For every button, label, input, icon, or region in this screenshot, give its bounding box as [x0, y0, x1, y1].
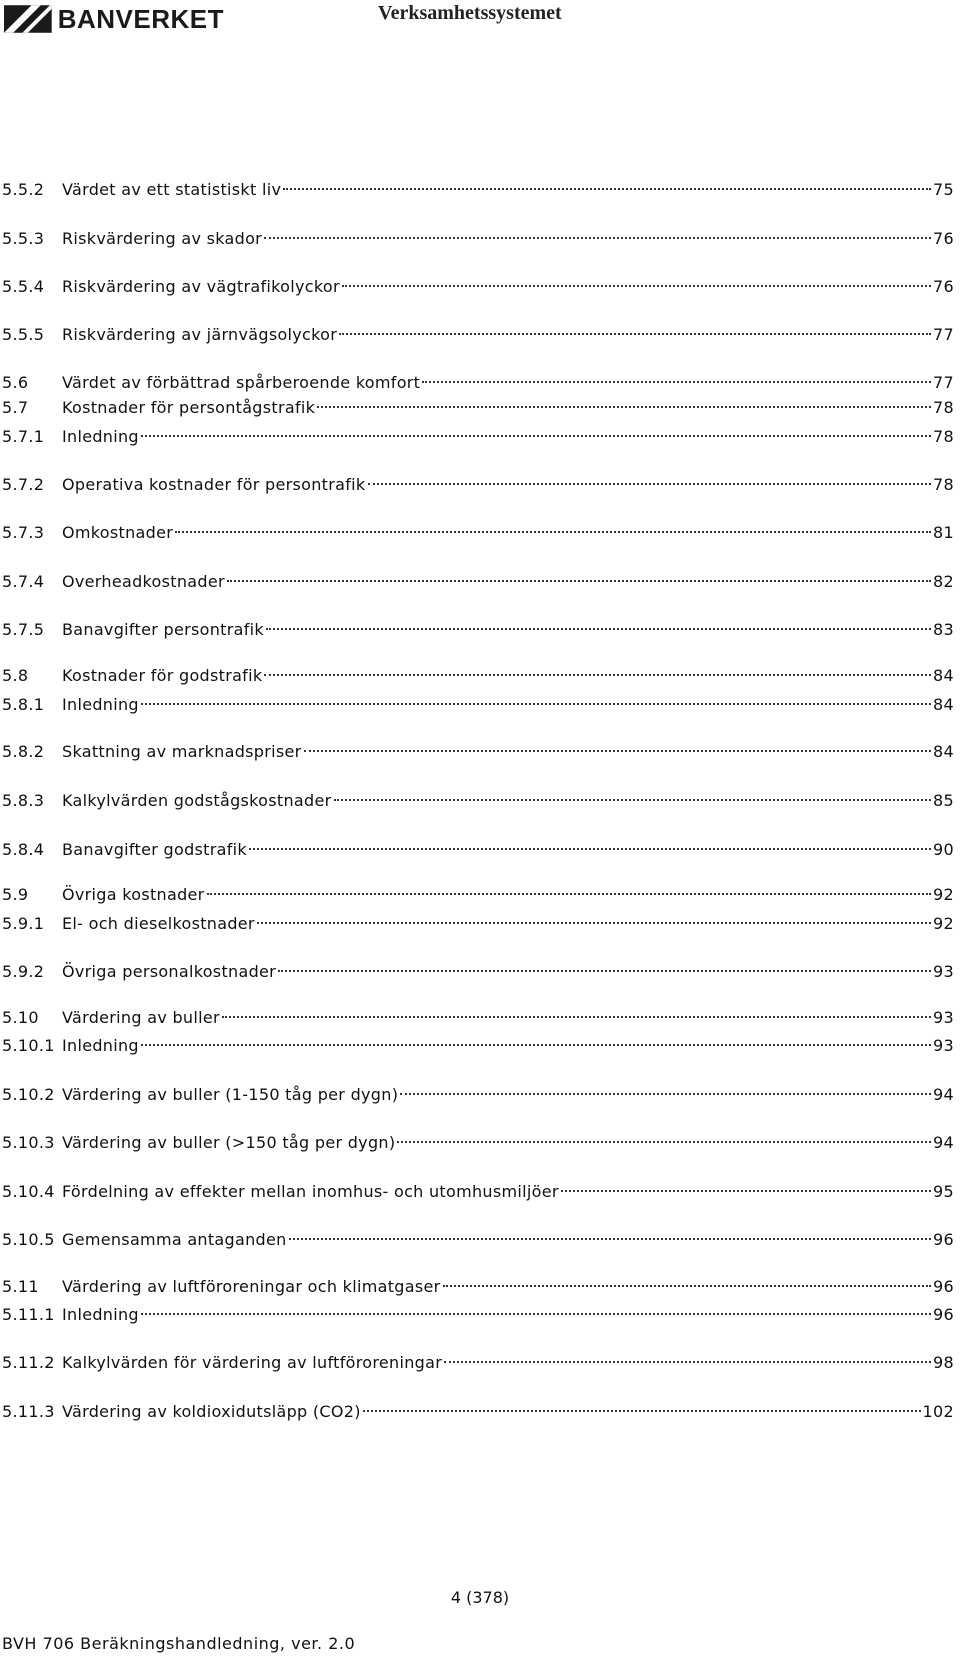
toc-dot-leader	[342, 285, 931, 287]
toc-entry-number: 5.11.3	[2, 1402, 55, 1421]
toc-entry-title: Gemensamma antaganden	[62, 1230, 287, 1249]
toc-dot-leader	[222, 1016, 931, 1018]
toc-entry-page: 93	[933, 962, 954, 981]
toc-entry-page: 92	[933, 885, 954, 904]
toc-entry-title: Värdet av ett statistiskt liv	[62, 180, 282, 199]
toc-dot-leader	[304, 750, 932, 752]
toc-dot-leader	[175, 531, 931, 533]
toc-entry[interactable]	[2, 1034, 954, 1058]
toc-entry[interactable]	[2, 1351, 954, 1375]
toc-entry-page: 81	[933, 523, 954, 542]
toc-entry[interactable]	[2, 275, 954, 299]
toc-dot-leader	[264, 674, 931, 676]
toc-entry-number: 5.8.4	[2, 840, 45, 859]
toc-dot-leader	[278, 970, 931, 972]
toc-entry-title: Omkostnader	[62, 523, 174, 542]
toc-entry-title: Värdering av koldioxidutsläpp (CO2)	[62, 1402, 361, 1421]
toc-entry-number: 5.10.3	[2, 1133, 55, 1152]
toc-dot-leader	[317, 406, 931, 408]
toc-dot-leader	[443, 1285, 932, 1287]
toc-dot-leader	[249, 848, 931, 850]
toc-entry-page: 76	[933, 277, 954, 296]
toc-entry-title: Overheadkostnader	[62, 572, 225, 591]
toc-entry-number: 5.11	[2, 1277, 39, 1296]
toc-entry-number: 5.9.2	[2, 962, 45, 981]
toc-entry-title: El- och dieselkostnader	[62, 914, 255, 933]
toc-entry[interactable]	[2, 570, 954, 594]
toc-entry-title: Riskvärdering av vägtrafikolyckor	[62, 277, 340, 296]
toc-entry-page: 76	[933, 229, 954, 248]
toc-dot-leader	[141, 703, 931, 705]
toc-dot-leader	[266, 628, 931, 630]
toc-entry-number: 5.7.2	[2, 475, 45, 494]
toc-entry-number: 5.7.1	[2, 427, 45, 446]
toc-dot-leader	[363, 1410, 921, 1412]
toc-entry-page: 84	[933, 695, 954, 714]
toc-entry[interactable]	[2, 521, 954, 545]
toc-entry-number: 5.8.1	[2, 695, 45, 714]
toc-entry[interactable]	[2, 618, 954, 642]
toc-dot-leader	[397, 1141, 931, 1143]
toc-entry[interactable]	[2, 1083, 954, 1107]
toc-entry-number: 5.5.5	[2, 325, 45, 344]
toc-entry-page: 77	[933, 325, 954, 344]
toc-entry-page: 85	[933, 791, 954, 810]
toc-entry[interactable]	[2, 912, 954, 936]
toc-dot-leader	[368, 483, 932, 485]
toc-entry[interactable]	[2, 396, 954, 420]
toc-entry-page: 98	[933, 1353, 954, 1372]
toc-entry-page: 84	[933, 742, 954, 761]
toc-dot-leader	[339, 333, 931, 335]
toc-entry-page: 84	[933, 666, 954, 685]
toc-entry[interactable]	[2, 1275, 954, 1299]
toc-entry[interactable]	[2, 789, 954, 813]
toc-entry-page: 78	[933, 398, 954, 417]
toc-entry-number: 5.10.2	[2, 1085, 55, 1104]
toc-entry[interactable]	[2, 1006, 954, 1030]
toc-entry-number: 5.11.2	[2, 1353, 55, 1372]
toc-entry-page: 83	[933, 620, 954, 639]
toc-entry-number: 5.11.1	[2, 1305, 55, 1324]
toc-entry-page: 93	[933, 1036, 954, 1055]
toc-entry-title: Kalkylvärden för värdering av luftföroreningar	[62, 1353, 443, 1372]
toc-entry[interactable]	[2, 1303, 954, 1327]
toc-entry-title: Övriga personalkostnader	[62, 962, 277, 981]
toc-entry-title: Inledning	[62, 427, 139, 446]
toc-entry-page: 78	[933, 475, 954, 494]
toc-dot-leader	[257, 922, 931, 924]
toc-entry-title: Fördelning av effekter mellan inomhus- och utomhusmiljöer	[62, 1182, 559, 1201]
toc-entry-number: 5.7.5	[2, 620, 45, 639]
toc-entry-page: 75	[933, 180, 954, 199]
toc-entry[interactable]	[2, 1228, 954, 1252]
toc-entry[interactable]	[2, 473, 954, 497]
toc-entry[interactable]	[2, 323, 954, 347]
toc-entry-page: 96	[933, 1230, 954, 1249]
toc-entry-number: 5.8.2	[2, 742, 45, 761]
toc-entry-title: Banavgifter persontrafik	[62, 620, 264, 639]
toc-entry-number: 5.7.4	[2, 572, 45, 591]
toc-dot-leader	[400, 1093, 931, 1095]
toc-entry-title: Riskvärdering av järnvägsolyckor	[62, 325, 338, 344]
toc-entry-number: 5.5.4	[2, 277, 45, 296]
toc-entry-page: 78	[933, 427, 954, 446]
toc-dot-leader	[422, 381, 931, 383]
toc-entry[interactable]	[2, 178, 954, 202]
toc-entry-page: 96	[933, 1277, 954, 1296]
toc-dot-leader	[561, 1190, 931, 1192]
toc-dot-leader	[141, 1044, 931, 1046]
toc-entry[interactable]	[2, 664, 954, 688]
toc-entry-title: Värdering av buller (>150 tåg per dygn)	[62, 1133, 396, 1152]
toc-entry[interactable]	[2, 425, 954, 449]
page-number: 4 (378)	[450, 1588, 510, 1607]
toc-entry-page: 77	[933, 373, 954, 392]
toc-entry-page: 93	[933, 1008, 954, 1027]
toc-entry-page: 102	[922, 1402, 954, 1421]
toc-entry-page: 82	[933, 572, 954, 591]
toc-entry[interactable]	[2, 227, 954, 251]
banverket-logo	[4, 2, 224, 36]
toc-entry-number: 5.10.1	[2, 1036, 55, 1055]
toc-entry-page: 92	[933, 914, 954, 933]
toc-dot-leader	[141, 435, 931, 437]
toc-entry-page: 96	[933, 1305, 954, 1324]
toc-dot-leader	[264, 237, 931, 239]
toc-entry-number: 5.10.4	[2, 1182, 55, 1201]
toc-entry-title: Övriga kostnader	[62, 885, 205, 904]
toc-dot-leader	[289, 1238, 931, 1240]
toc-entry-number: 5.10	[2, 1008, 39, 1027]
toc-entry-title: Värdering av buller	[62, 1008, 220, 1027]
toc-entry[interactable]	[2, 883, 954, 907]
toc-entry[interactable]	[2, 1180, 954, 1204]
toc-entry-title: Inledning	[62, 695, 139, 714]
toc-entry-number: 5.7.3	[2, 523, 45, 542]
toc-entry[interactable]	[2, 693, 954, 717]
toc-entry-title: Kostnader för persontågstrafik	[62, 398, 316, 417]
toc-entry-title: Inledning	[62, 1036, 139, 1055]
toc-entry-number: 5.8.3	[2, 791, 45, 810]
toc-entry[interactable]	[2, 838, 954, 862]
toc-entry[interactable]	[2, 960, 954, 984]
toc-entry-page: 94	[933, 1133, 954, 1152]
toc-entry-title: Banavgifter godstrafik	[62, 840, 247, 859]
toc-entry-number: 5.5.2	[2, 180, 45, 199]
logo-text: BANVERKET	[57, 3, 224, 34]
toc-dot-leader	[141, 1313, 931, 1315]
toc-dot-leader	[207, 893, 931, 895]
toc-entry-number: 5.9	[2, 885, 29, 904]
toc-entry[interactable]	[2, 371, 954, 395]
toc-entry-title: Inledning	[62, 1305, 139, 1324]
toc-entry-number: 5.6	[2, 373, 29, 392]
toc-entry-title: Operativa kostnader för persontrafik	[62, 475, 366, 494]
toc-entry-page: 90	[933, 840, 954, 859]
toc-entry-page: 95	[933, 1182, 954, 1201]
header-title: Verksamhetssystemet	[378, 2, 562, 24]
toc-dot-leader	[283, 188, 931, 190]
banverket-emblem-icon	[4, 4, 52, 34]
toc-entry-number: 5.5.3	[2, 229, 45, 248]
toc-dot-leader	[227, 580, 931, 582]
toc-entry-title: Kalkylvärden godstågskostnader	[62, 791, 332, 810]
toc-entry[interactable]	[2, 740, 954, 764]
toc-dot-leader	[334, 799, 932, 801]
toc-entry-title: Riskvärdering av skador	[62, 229, 263, 248]
toc-entry-number: 5.9.1	[2, 914, 45, 933]
toc-dot-leader	[444, 1361, 931, 1363]
toc-entry-number: 5.8	[2, 666, 29, 685]
toc-entry-title: Värdering av buller (1-150 tåg per dygn)	[62, 1085, 399, 1104]
toc-entry-title: Kostnader för godstrafik	[62, 666, 263, 685]
toc-entry-title: Skattning av marknadspriser	[62, 742, 302, 761]
document-footer: BVH 706 Beräkningshandledning, ver. 2.0	[2, 1634, 356, 1653]
toc-entry-number: 5.10.5	[2, 1230, 55, 1249]
toc-entry[interactable]	[2, 1400, 954, 1424]
toc-entry[interactable]	[2, 1131, 954, 1155]
toc-entry-title: Värdet av förbättrad spårberoende komfort	[62, 373, 421, 392]
toc-entry-title: Värdering av luftföroreningar och klimatgaser	[62, 1277, 441, 1296]
toc-entry-number: 5.7	[2, 398, 29, 417]
toc-entry-page: 94	[933, 1085, 954, 1104]
